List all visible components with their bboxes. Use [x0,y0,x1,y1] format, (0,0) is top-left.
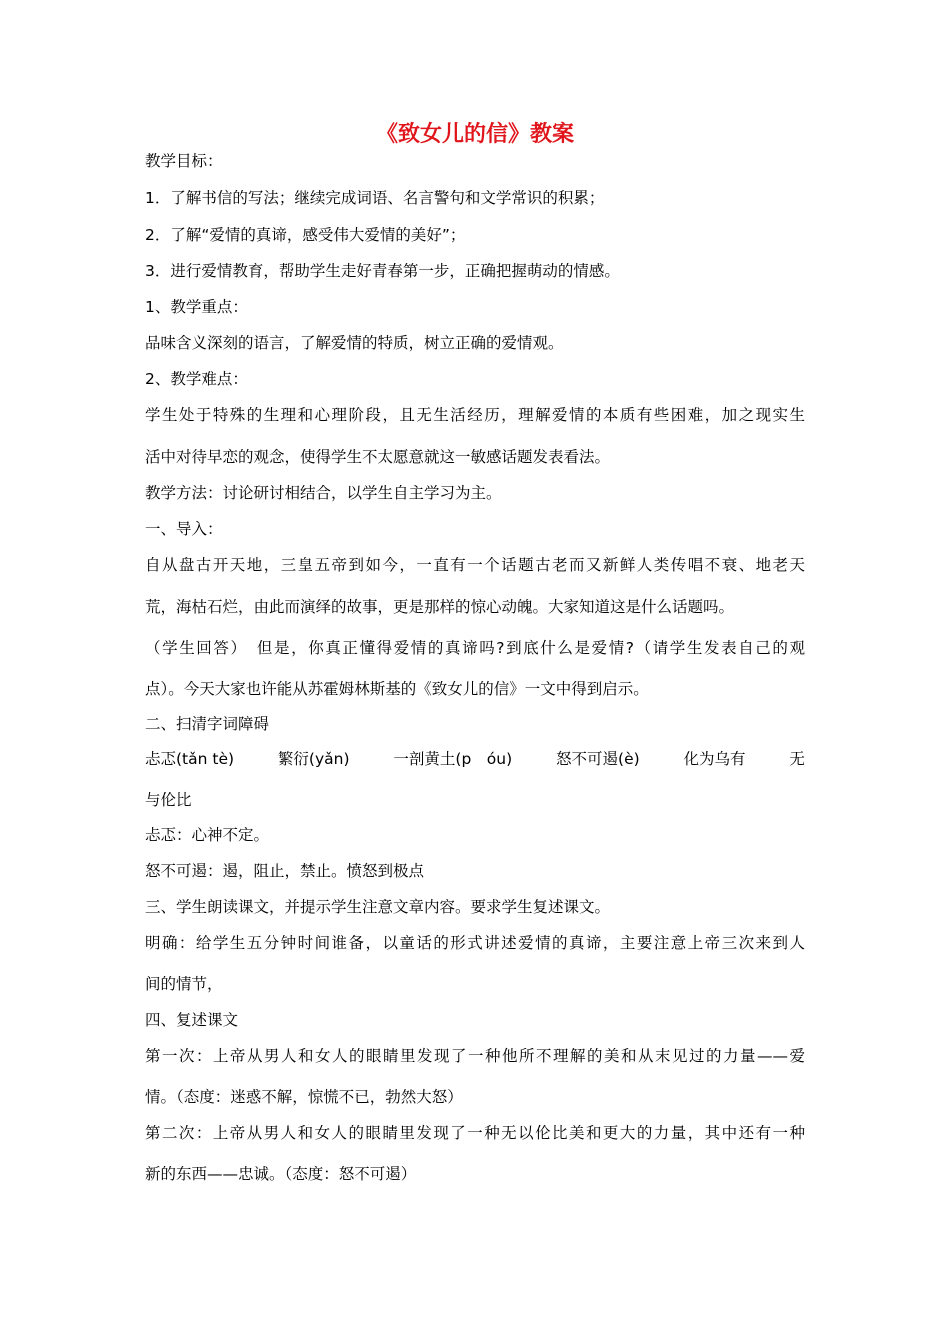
clarify-text-line: 间的情节， [145,975,223,993]
vocab-heading: 二、扫清字词障碍 [145,715,270,733]
reading-heading: 三、学生朗读课文，并提示学生注意文章内容。要求学生复述课文。 [145,898,611,916]
teaching-method: 教学方法：讨论研讨相结合，以学生自主学习为主。 [145,484,502,502]
word-definition: 怒不可遏：遏，阻止，禁止。愤怒到极点 [145,862,425,880]
intro-paragraph-line: （学生回答） 但是，你真正懂得爱情的真谛吗?到底什么是爱情?（请学生发表自己的观 [145,639,805,657]
objective-item: 2．了解“爱情的真谛，感受伟大爱情的美好”； [145,226,466,244]
intro-heading: 一、导入： [145,520,223,538]
key-points-text: 品味含义深刻的语言，了解爱情的特质，树立正确的爱情观。 [145,334,564,352]
objective-item: 3．进行爱情教育，帮助学生走好青春第一步，正确把握萌动的情感。 [145,262,620,280]
objectives-heading: 教学目标： [145,152,223,170]
retell-second-line: 第二次：上帝从男人和女人的眼睛里发现了一种无以伦比美和更大的力量，其中还有一种 [145,1124,805,1142]
difficulty-text-line: 学生处于特殊的生理和心理阶段，且无生活经历，理解爱情的本质有些困难，加之现实生 [145,406,805,424]
key-points-heading: 1、教学重点： [145,298,248,316]
vocab-continuation: 与伦比 [145,791,192,809]
vocab-item: 无 [789,750,805,768]
vocab-item: 忐忑(tǎn tè) [145,750,235,768]
clarify-text-line: 明确：给学生五分钟时间谁备，以童话的形式讲述爱情的真谛，主要注意上帝三次来到人 [145,934,805,952]
vocab-list [145,748,805,770]
difficulty-heading: 2、教学难点： [145,370,248,388]
retell-first-line: 情。（态度：迷惑不解，惊慌不已，勃然大怒） [145,1088,463,1106]
document-title: 《致女儿的信》教案 [375,122,574,147]
vocab-item: 一剖黄土(p óu) [393,750,513,768]
retell-first-line: 第一次：上帝从男人和女人的眼睛里发现了一种他所不理解的美和从末见过的力量——爱 [145,1047,805,1065]
vocab-item: 繁衍(yǎn) [277,750,350,768]
objective-item: 1．了解书信的写法；继续完成词语、名言警句和文学常识的积累； [145,189,605,207]
intro-paragraph-line: 荒，海枯石烂，由此而演绎的故事，更是那样的惊心动魄。大家知道这是什么话题吗。 [145,598,735,616]
word-definition: 忐忑：心神不定。 [145,826,270,844]
vocab-item: 化为乌有 [683,750,746,768]
difficulty-text-line: 活中对待早恋的观念，使得学生不太愿意就这一敏感话题发表看法。 [145,448,611,466]
retell-heading: 四、复述课文 [145,1011,239,1029]
intro-paragraph-line: 自从盘古开天地，三皇五帝到如今，一直有一个话题古老而又新鲜人类传唱不衰、地老天 [145,556,805,574]
vocab-item: 怒不可遏(è) [556,750,640,768]
intro-paragraph-line: 点）。今天大家也许能从苏霍姆林斯基的《致女儿的信》一文中得到启示。 [145,680,649,698]
retell-second-line: 新的东西——忠诚。（态度：怒不可遏） [145,1165,417,1183]
